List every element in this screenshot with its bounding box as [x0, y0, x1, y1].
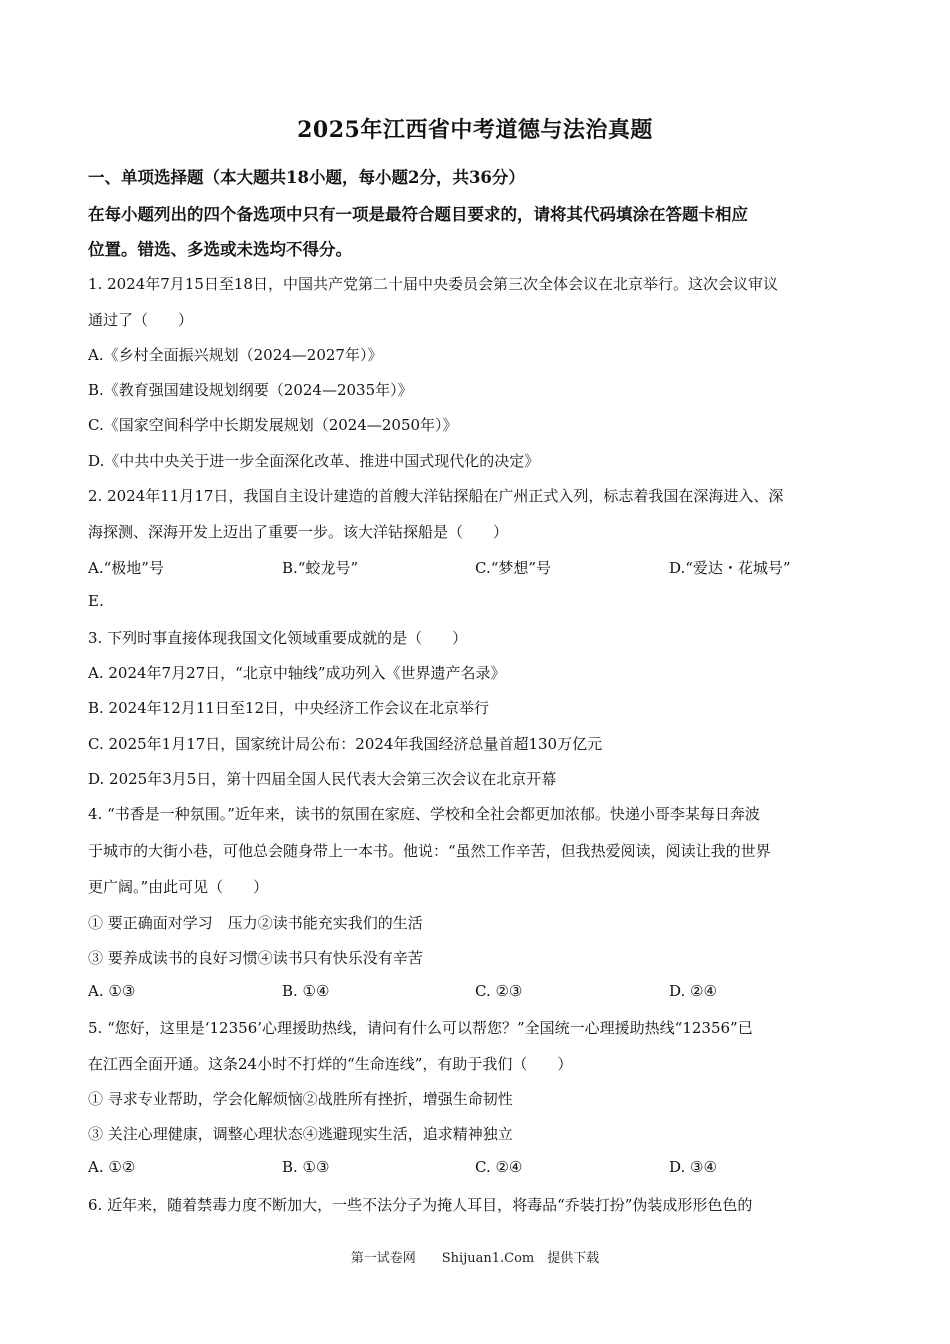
question-stem: 4. “书香是一种氛围。”近年来，读书的氛围在家庭、学校和全社会都更加浓郁。快递小哥李某每日奔波 [88, 805, 760, 823]
question-stem: 海探测、深海开发上迈出了重要一步。该大洋钻探船是（ ） [88, 523, 509, 541]
question-stem: 2. 2024年11月17日，我国自主设计建造的首艘大洋钻探船在广州正式入列，标志着我国在深海进入、深 [88, 487, 784, 505]
section-instruction: 位置。错选、多选或未选均不得分。 [88, 240, 352, 259]
question-stem: 1. 2024年7月15日至18日，中国共产党第二十届中央委员会第三次全体会议在北京举行。这次会议审议 [88, 275, 778, 293]
answer-option: D. ②④ [669, 982, 717, 1000]
answer-option: A. 2024年7月27日，“北京中轴线”成功列入《世界遗产名录》 [88, 664, 506, 682]
question-stem: 通过了（ ） [88, 311, 194, 329]
answer-option: D. ③④ [669, 1158, 717, 1176]
answer-option: B.“蛟龙号” [282, 559, 359, 577]
answer-option: C. ②④ [475, 1158, 523, 1176]
answer-option: C.“梦想”号 [475, 559, 552, 577]
question-stem: 在江西全面开通。这条24小时不打烊的“生命连线”，有助于我们（ ） [88, 1055, 573, 1073]
statement-line: ① 寻求专业帮助，学会化解烦恼②战胜所有挫折，增强生命韧性 [88, 1090, 513, 1108]
section-heading: 一、单项选择题（本大题共18小题，每小题2分，共36分） [88, 168, 525, 187]
question-stem: 于城市的大街小巷，可他总会随身带上一本书。他说：“虽然工作辛苦，但我热爱阅读，阅读让我的世界 [88, 842, 771, 860]
answer-option: B. 2024年12月11日至12日，中央经济工作会议在北京举行 [88, 699, 489, 717]
page-title: 2025年江西省中考道德与法治真题 [297, 117, 653, 143]
answer-option: D.《中共中央关于进一步全面深化改革、推进中国式现代化的决定》 [88, 452, 540, 470]
section-instruction: 在每小题列出的四个备选项中只有一项是最符合题目要求的，请将其代码填涂在答题卡相应 [88, 205, 748, 224]
statement-line: ③ 关注心理健康，调整心理状态④逃避现实生活，追求精神独立 [88, 1125, 513, 1143]
page-footer: 第一试卷网 Shijuan1.Com 提供下载 [350, 1251, 600, 1266]
answer-option: C. 2025年1月17日，国家统计局公布：2024年我国经济总量首超130万亿元 [88, 735, 603, 753]
answer-option: A.“极地”号 [88, 559, 164, 577]
answer-option: A.《乡村全面振兴规划（2024—2027年）》 [88, 346, 383, 364]
statement-line: ③ 要养成读书的良好习惯④读书只有快乐没有辛苦 [88, 949, 423, 967]
statement-line: ① 要正确面对学习 压力②读书能充实我们的生活 [88, 914, 423, 932]
answer-option: B. ①④ [282, 982, 330, 1000]
answer-option: E. [88, 592, 104, 610]
answer-option: B.《教育强国建设规划纲要（2024—2035年）》 [88, 381, 413, 399]
answer-option: D. 2025年3月5日，第十四届全国人民代表大会第三次会议在北京开幕 [88, 770, 557, 788]
question-stem: 6. 近年来，随着禁毒力度不断加大，一些不法分子为掩人耳目，将毒品“乔装打扮”伪装成形形色色的 [88, 1196, 753, 1214]
question-stem: 5. “您好，这里是‘12356’心理援助热线，请问有什么可以帮您？”全国统一心理援助热线“12356”已 [88, 1019, 753, 1037]
answer-option: A. ①③ [88, 982, 136, 1000]
answer-option: A. ①② [88, 1158, 136, 1176]
answer-option: B. ①③ [282, 1158, 330, 1176]
answer-option: D.“爱达・花城号” [669, 559, 791, 577]
question-stem: 3. 下列时事直接体现我国文化领域重要成就的是（ ） [88, 629, 468, 647]
answer-option: C.《国家空间科学中长期发展规划（2024—2050年）》 [88, 416, 458, 434]
answer-option: C. ②③ [475, 982, 523, 1000]
question-stem: 更广阔。”由此可见（ ） [88, 878, 269, 896]
